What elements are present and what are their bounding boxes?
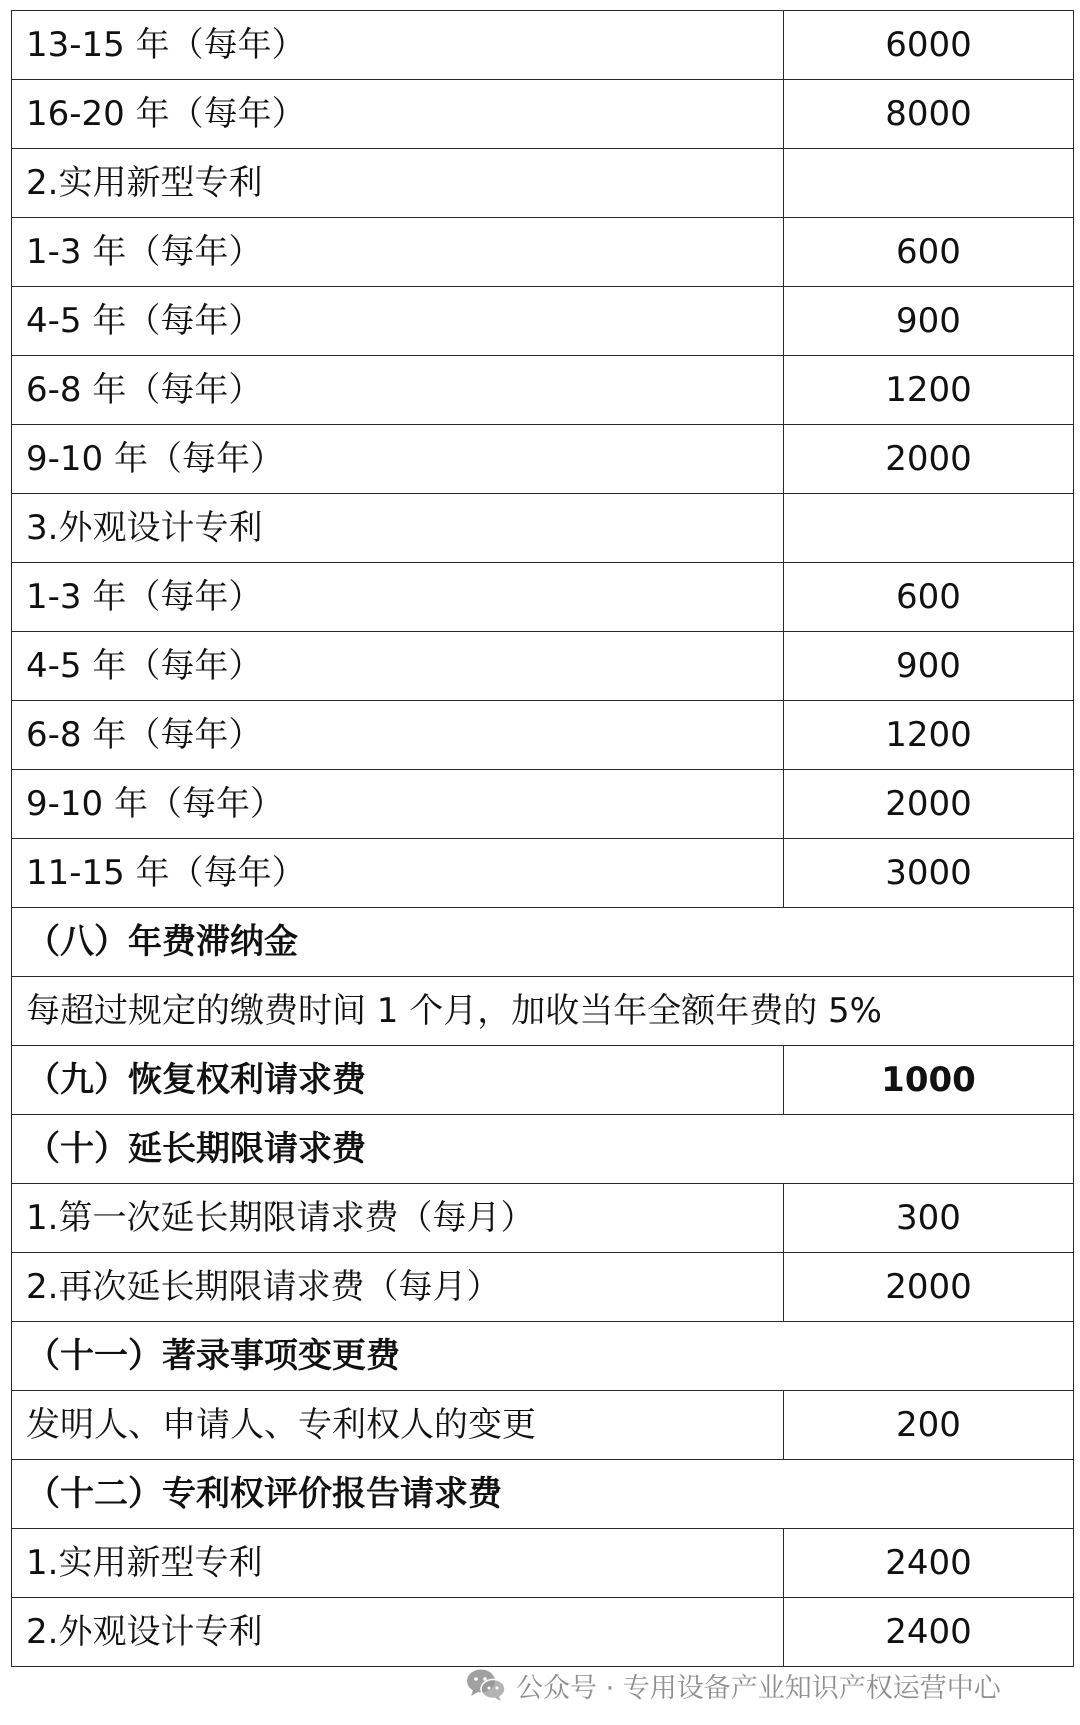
fee-label-cell: 16-20 年（每年） — [12, 80, 784, 149]
table-row — [12, 494, 1074, 563]
fee-amount-cell: 1200 — [784, 356, 1074, 425]
fee-table-body — [12, 11, 1074, 1667]
table-row — [12, 1046, 1074, 1115]
fee-amount-cell — [784, 494, 1074, 563]
fee-label-cell: 1-3 年（每年） — [12, 218, 784, 287]
watermark — [466, 1662, 1001, 1708]
fee-amount-cell: 2000 — [784, 770, 1074, 839]
fee-amount-cell: 2000 — [784, 1253, 1074, 1322]
table-row — [12, 1253, 1074, 1322]
fee-label-cell: 11-15 年（每年） — [12, 839, 784, 908]
fee-label-cell: （九）恢复权利请求费 — [12, 1046, 784, 1115]
table-row — [12, 218, 1074, 287]
table-row — [12, 149, 1074, 218]
fee-amount-cell: 300 — [784, 1184, 1074, 1253]
table-row — [12, 80, 1074, 149]
fee-amount-cell: 600 — [784, 218, 1074, 287]
fee-label-cell: 每超过规定的缴费时间 1 个月，加收当年全额年费的 5% — [12, 977, 1074, 1046]
table-row — [12, 11, 1074, 80]
fee-label-cell: （十二）专利权评价报告请求费 — [12, 1460, 1074, 1529]
fee-label-cell: 2.再次延长期限请求费（每月） — [12, 1253, 784, 1322]
fee-label-cell: 发明人、申请人、专利权人的变更 — [12, 1391, 784, 1460]
table-row — [12, 1115, 1074, 1184]
fee-amount-cell: 200 — [784, 1391, 1074, 1460]
table-row — [12, 701, 1074, 770]
fee-amount-cell: 6000 — [784, 11, 1074, 80]
table-row — [12, 356, 1074, 425]
table-row — [12, 977, 1074, 1046]
table-row — [12, 1529, 1074, 1598]
fee-label-cell: 1-3 年（每年） — [12, 563, 784, 632]
table-row — [12, 632, 1074, 701]
fee-label-cell: 2.实用新型专利 — [12, 149, 784, 218]
fee-label-cell: （十一）著录事项变更费 — [12, 1322, 1074, 1391]
fee-amount-cell: 1000 — [784, 1046, 1074, 1115]
fee-label-cell: 2.外观设计专利 — [12, 1598, 784, 1667]
fee-label-cell: 9-10 年（每年） — [12, 425, 784, 494]
fee-label-cell: 9-10 年（每年） — [12, 770, 784, 839]
fee-amount-cell: 2400 — [784, 1529, 1074, 1598]
fee-amount-cell: 600 — [784, 563, 1074, 632]
table-row — [12, 563, 1074, 632]
table-row — [12, 1184, 1074, 1253]
table-row — [12, 839, 1074, 908]
watermark-text: 公众号 · 专用设备产业知识产权运营中心 — [516, 1672, 1001, 1704]
fee-label-cell: 4-5 年（每年） — [12, 632, 784, 701]
fee-label-cell: 3.外观设计专利 — [12, 494, 784, 563]
table-row — [12, 287, 1074, 356]
fee-label-cell: （八）年费滞纳金 — [12, 908, 1074, 977]
fee-label-cell: （十）延长期限请求费 — [12, 1115, 1074, 1184]
table-row — [12, 425, 1074, 494]
table-row — [12, 770, 1074, 839]
fee-amount-cell: 2000 — [784, 425, 1074, 494]
fee-label-cell: 6-8 年（每年） — [12, 701, 784, 770]
table-row — [12, 1322, 1074, 1391]
fee-label-cell: 6-8 年（每年） — [12, 356, 784, 425]
fee-amount-cell: 900 — [784, 632, 1074, 701]
fee-amount-cell: 8000 — [784, 80, 1074, 149]
fee-amount-cell — [784, 149, 1074, 218]
table-row — [12, 1598, 1074, 1667]
fee-label-cell: 13-15 年（每年） — [12, 11, 784, 80]
table-row — [12, 908, 1074, 977]
fee-label-cell: 1.实用新型专利 — [12, 1529, 784, 1598]
fee-amount-cell: 3000 — [784, 839, 1074, 908]
wechat-icon — [466, 1668, 506, 1702]
fee-label-cell: 4-5 年（每年） — [12, 287, 784, 356]
fee-amount-cell: 2400 — [784, 1598, 1074, 1667]
table-row — [12, 1391, 1074, 1460]
fee-label-cell: 1.第一次延长期限请求费（每月） — [12, 1184, 784, 1253]
fee-amount-cell: 1200 — [784, 701, 1074, 770]
fee-amount-cell: 900 — [784, 287, 1074, 356]
table-row — [12, 1460, 1074, 1529]
fee-table — [11, 10, 1074, 1667]
